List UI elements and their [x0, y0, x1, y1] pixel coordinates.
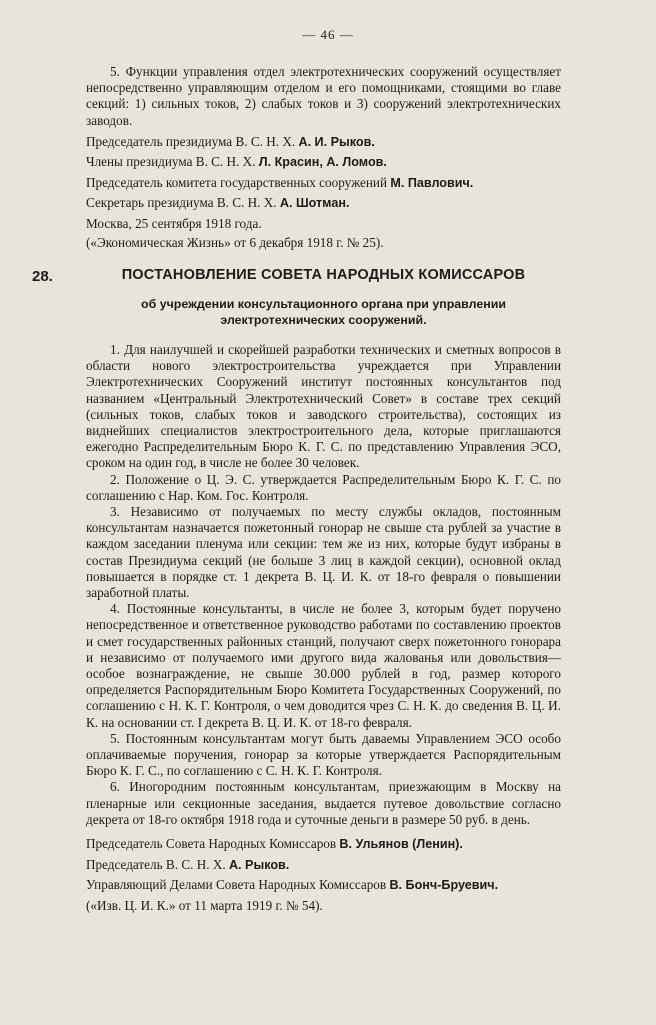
signature-line: Председатель В. С. Н. Х. А. Рыков. — [86, 856, 290, 872]
paragraph: 4. Постоянные консультанты, в числе не более 3, которым будет поручено непосредственное и ответственное руководство работами по составлению проектов и смет государственных районных станций, получают сверх пожетонного гонорара и независимо от получаемого ими другого вида жалованья или довольствия—особое вознаграждение, не свыше 30.000 рублей в год, размер которого определяется Распорядительным Бюро Комитета Государственных Сооружений, по соглашению с Н. К. Г. Контроля, о чем доводится чрез С. Н. К. до сведения В. Ц. И. К. на основании ст. I декрета В. Ц. И. К. от 18-го февраля. — [86, 601, 561, 730]
signature-line: Секретарь президиума В. С. Н. Х. А. Шотман. — [86, 195, 350, 211]
document-title: ПОСТАНОВЛЕНИЕ СОВЕТА НАРОДНЫХ КОМИССАРОВ — [121, 267, 526, 283]
place-date: Москва, 25 сентября 1918 года. — [86, 215, 262, 231]
previous-document-end — [86, 64, 561, 253]
signatures-prev — [86, 132, 561, 253]
signatures — [86, 834, 561, 916]
document-number: 28. — [32, 268, 53, 285]
page-number: — 46 — — [302, 27, 354, 42]
paragraph: 1. Для наилучшей и скорейшей разработки технических и сметных вопросов в области нового электростроительства учреждается при Управлении Электротехнических Сооружений институт постоянных консультантов под названием «Центральный Электротехнический Совет» в составе трех секций (сильных токов, слабых токов и заводского строительства), состоящих из виднейших специалистов электростроительного дела, которые приглашаются ежегодно Распределительным Бюро К. Г. С. по представлению Управления ЭСО, сроком на один год, в числе не более 30 человек. — [86, 342, 561, 471]
signature-line: Управляющий Делами Совета Народных Комиссаров В. Бонч-Бруевич. — [86, 877, 499, 893]
source-citation: («Изв. Ц. И. К.» от 11 марта 1919 г. № 54). — [86, 897, 323, 913]
source-citation: («Экономическая Жизнь» от 6 декабря 1918 г. № 25). — [86, 235, 384, 251]
paragraph: 5. Постоянным консультантам могут быть даваемы Управлением ЭСО особо оплачиваемые поручения, гонорар за которые утверждается Распорядительным Бюро К. Г. С., по соглашению с С. Н. К. Г. Контроля. — [86, 730, 561, 779]
paragraph: 3. Независимо от получаемых по месту службы окладов, постоянным консультантам назначается пожетонный гонорар не свыше ста рублей за участие в каждом заседании пленума или секции: тем же из них, которые будут избраны в состав Президиума секций (не больше 3 лиц в каждой секции), основной оклад повышается в порядке ст. 1 декрета В. Ц. И. К. от 18-го февраля о повышении заработной платы. — [86, 504, 561, 601]
document-body — [86, 342, 561, 916]
signature-line: Члены президиума В. С. Н. Х. Л. Красин, А. Ломов. — [86, 154, 387, 170]
signature-line: Председатель комитета государственных сооружений М. Павлович. — [86, 174, 474, 190]
paragraph: 2. Положение о Ц. Э. С. утверждается Распределительным Бюро К. Г. С. по соглашению с Нар. Ком. Гос. Контроля. — [86, 471, 561, 503]
paragraph: 6. Иногородним постоянным консультантам, приезжающим в Москву на пленарные или секционные заседания, выдается путевое довольствие согласно декрета от 18-го октября 1918 года и суточные деньги в размере 50 руб. в день. — [86, 779, 561, 827]
signature-line: Председатель Совета Народных Комиссаров В. Ульянов (Ленин). — [86, 836, 463, 852]
paragraph-5: 5. Функции управления отдел электротехнических сооружений осуществляет непосредственно управляющим отделом и его помощниками, стоящими во главе секций: 1) сильных токов, 2) слабых токов и 3) сооружений электротехнических заводов. — [86, 64, 561, 128]
signature-line: Председатель президиума В. С. Н. Х. А. И. Рыков. — [86, 133, 375, 149]
document-subtitle: об учреждении консультационного органа при управлении электротехнических сооружений. — [141, 297, 506, 327]
